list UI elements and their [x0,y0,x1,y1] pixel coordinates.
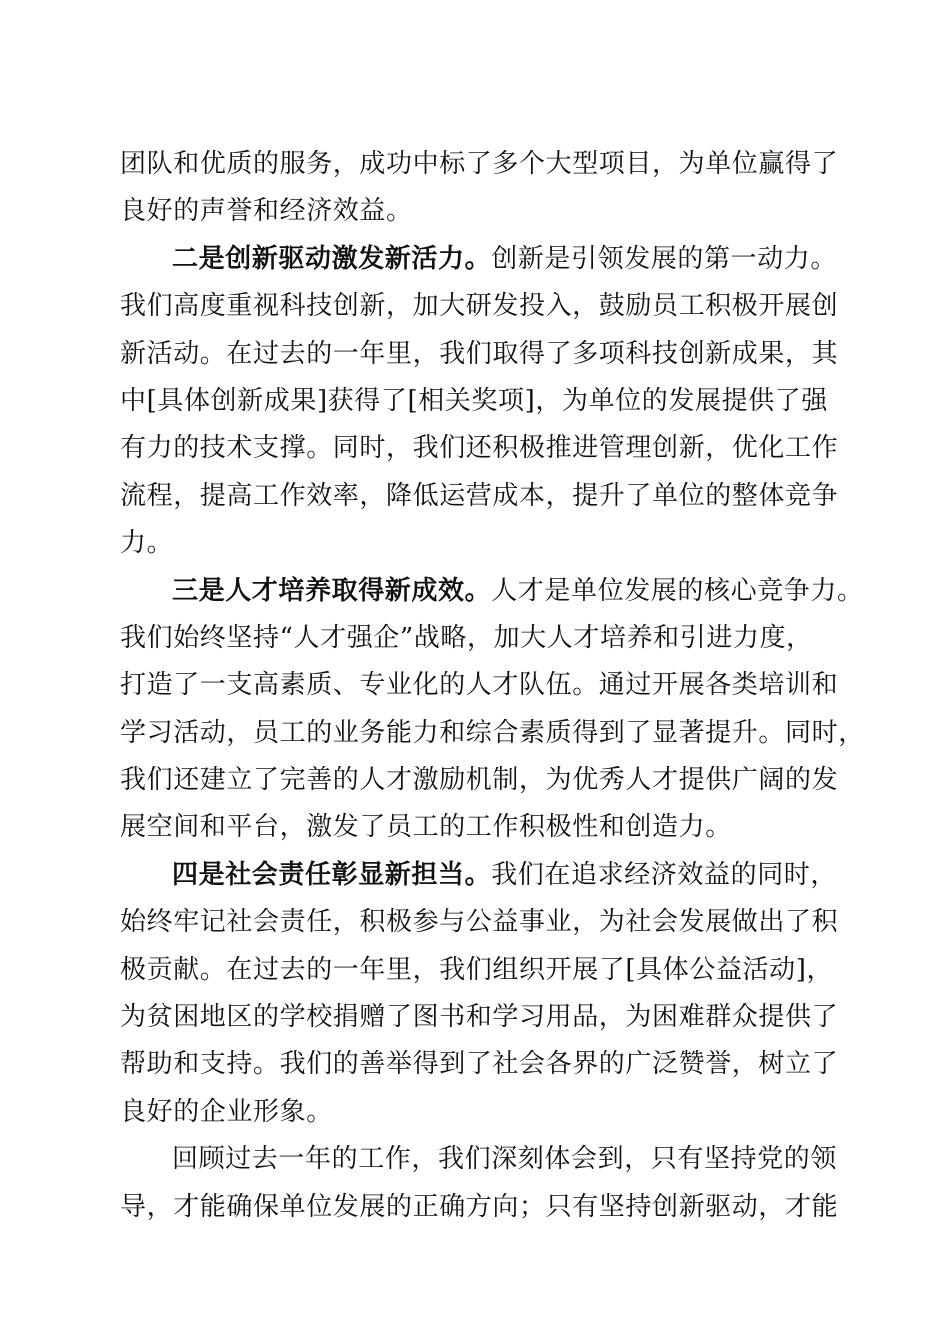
text-line: 帮助和支持。我们的善举得到了社会各界的广泛赞誉，树立了 [120,1049,839,1080]
text-line: 学习活动，员工的业务能力和综合素质得到了显著提升。同时， [120,717,865,748]
paragraph-heading: 三是人才培养取得新成效。 [172,575,492,606]
body-text [120,141,865,1231]
text-line: 回顾过去一年的工作，我们深刻体会到，只有坚持党的领 [172,1144,838,1175]
text-line: 为贫困地区的学校捐赠了图书和学习用品，为困难群众提供了 [120,1002,839,1033]
text-line: 中[具体创新成果]获得了[相关奖项]，为单位的发展提供了强 [120,385,828,416]
text-run: 创新是引领发展的第一动力。 [491,243,838,274]
text-line: 力。 [120,528,174,559]
text-line: 始终牢记社会责任，积极参与公益事业，为社会发展做出了积 [120,907,839,938]
text-run: 人才是单位发展的核心竞争力。 [491,575,864,606]
text-line: 有力的技术支撑。同时，我们还积极推进管理创新，优化工作 [120,433,839,464]
text-line: 团队和优质的服务，成功中标了多个大型项目，为单位赢得了 [120,149,839,179]
text-line: 我们始终坚持“人才强企”战略，加大人才培养和引进力度， [120,622,813,653]
paragraph-heading: 四是社会责任彰显新担当。 [172,859,492,890]
paragraph-review [120,1136,839,1231]
text-line: 我们还建立了完善的人才激励机制，为优秀人才提供广阔的发 [120,765,839,796]
paragraph-first-line [120,236,838,283]
text-line: 流程，提高工作效率，降低运营成本，提升了单位的整体竞争 [120,480,839,511]
paragraph-first-line [120,852,838,899]
paragraph-heading: 二是创新驱动激发新活力。 [172,243,492,274]
paragraph-first-line [120,568,864,615]
text-line: 我们高度重视科技创新，加大研发投入，鼓励员工积极开展创 [120,291,839,322]
text-line: 打造了一支高素质、专业化的人才队伍。通过开展各类培训和 [120,670,839,701]
text-line: 展空间和平台，激发了员工的工作积极性和创造力。 [120,812,732,843]
text-line: 新活动。在过去的一年里，我们取得了多项科技创新成果，其 [120,338,839,369]
text-line: 极贡献。在过去的一年里，我们组织开展了[具体公益活动]， [120,954,834,985]
text-run: 我们在追求经济效益的同时， [491,859,838,890]
paragraph-innovation [120,236,839,568]
paragraph-continuation [120,141,839,236]
paragraph-social-responsibility [120,852,839,1136]
text-line: 良好的声誉和经济效益。 [120,196,413,227]
text-line: 导，才能确保单位发展的正确方向；只有坚持创新驱动，才能 [120,1191,839,1222]
text-line: 良好的企业形象。 [120,1096,333,1127]
paragraph-talent [120,568,865,852]
